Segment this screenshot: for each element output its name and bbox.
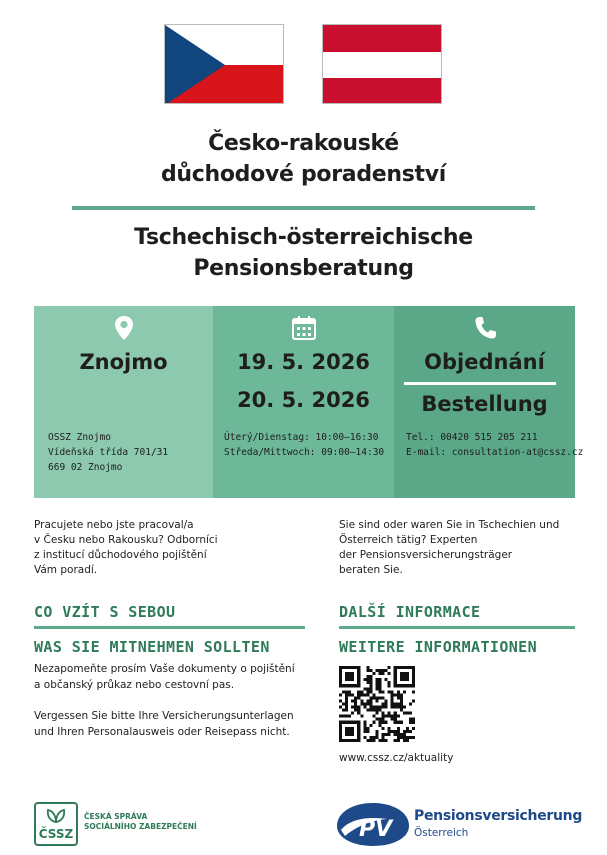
intro-german-line-3: der Pensionsversicherungsträger: [339, 549, 513, 561]
address-line-1: OSSZ Znojmo: [48, 432, 111, 443]
address: [48, 430, 168, 475]
location-panel: [34, 306, 213, 498]
intro-german-line-4: beraten Sie.: [339, 564, 403, 576]
date-first: 19. 5. 2026: [237, 350, 370, 374]
contact-email[interactable]: E-mail: consultation-at@cssz.cz: [406, 447, 584, 458]
pv-logo: [335, 800, 411, 848]
pv-name: Pensionsversicherung: [414, 808, 583, 824]
intro-czech-line-1: Pracujete nebo jste pracoval/a: [34, 519, 194, 531]
pv-country: Österreich: [414, 827, 469, 839]
svg-text:PV: PV: [359, 817, 393, 842]
contact-details: [406, 430, 583, 460]
booking-divider: [404, 382, 556, 385]
booking-label-german: Bestellung: [421, 392, 548, 416]
intro-czech: [34, 518, 218, 578]
title-czech: [0, 128, 607, 190]
qr-code-icon[interactable]: [339, 666, 415, 742]
address-line-3: 669 02 Znojmo: [48, 462, 123, 473]
info-heading-german: WEITERE INFORMATIONEN: [339, 638, 538, 656]
info-heading-czech: DALŠÍ INFORMACE: [339, 603, 481, 621]
cssz-logo: [34, 802, 78, 846]
opening-times-wednesday: Středa/Mittwoch: 09:00–14:30: [224, 447, 385, 458]
title-divider: [72, 206, 535, 210]
title-german-line-2: Pensionsberatung: [193, 256, 414, 281]
title-czech-line-2: důchodové poradenství: [160, 162, 447, 187]
czech-flag: [164, 24, 284, 104]
bring-heading-divider: [34, 626, 305, 629]
opening-times-tuesday: Úterý/Dienstag: 10:00–16:30: [224, 432, 379, 443]
phone-icon: [472, 314, 498, 342]
address-line-2: Vídeňská třída 701/31: [48, 447, 169, 458]
info-heading-divider: [339, 626, 575, 629]
bring-text-czech: [34, 661, 295, 693]
cssz-name-line-2: SOCIÁLNÍHO ZABEZPEČENÍ: [84, 822, 197, 831]
intro-czech-line-3: z institucí důchodového pojištění: [34, 549, 207, 561]
date-second: 20. 5. 2026: [237, 388, 370, 412]
contact-phone[interactable]: Tel.: 00420 515 205 211: [406, 432, 538, 443]
location-pin-icon: [111, 314, 137, 342]
calendar-icon: [291, 314, 317, 342]
cssz-abbreviation: ČSSZ: [38, 827, 74, 841]
title-czech-line-1: Česko-rakouské: [208, 131, 399, 156]
cssz-name-line-1: ČESKÁ SPRÁVA: [84, 812, 148, 821]
bring-text-czech-line-1: Nezapomeňte prosím Vaše dokumenty o pojištění: [34, 663, 295, 675]
city-name: Znojmo: [79, 350, 168, 374]
intro-german-line-1: Sie sind oder waren Sie in Tschechien und: [339, 519, 560, 531]
bring-heading-german: WAS SIE MITNEHMEN SOLLTEN: [34, 638, 270, 656]
bring-text-german-line-1: Vergessen Sie bitte Ihre Versicherungsunterlagen: [34, 710, 294, 722]
cssz-leaf-icon: [44, 808, 68, 824]
cssz-full-name: [84, 812, 197, 832]
bring-heading-czech: CO VZÍT S SEBOU: [34, 603, 176, 621]
intro-german-line-2: Österreich tätig? Experten: [339, 534, 478, 546]
title-german-line-1: Tschechisch-österreichische: [134, 225, 473, 250]
dates-panel: [213, 306, 394, 498]
austrian-flag: [322, 24, 442, 104]
intro-czech-line-4: Vám poradí.: [34, 564, 98, 576]
intro-german: [339, 518, 559, 578]
contact-panel: [394, 306, 584, 498]
bring-text-german: [34, 708, 294, 740]
bring-text-czech-line-2: a občanský průkaz nebo cestovní pas.: [34, 679, 235, 691]
intro-czech-line-2: v Česku nebo Rakousku? Odborníci: [34, 534, 218, 546]
opening-times: [224, 430, 384, 460]
info-url[interactable]: www.cssz.cz/aktuality: [339, 752, 454, 764]
bring-text-german-line-2: und Ihren Personalausweis oder Reisepass nicht.: [34, 726, 290, 738]
booking-label-czech: Objednání: [424, 350, 545, 374]
title-german: [0, 222, 607, 284]
